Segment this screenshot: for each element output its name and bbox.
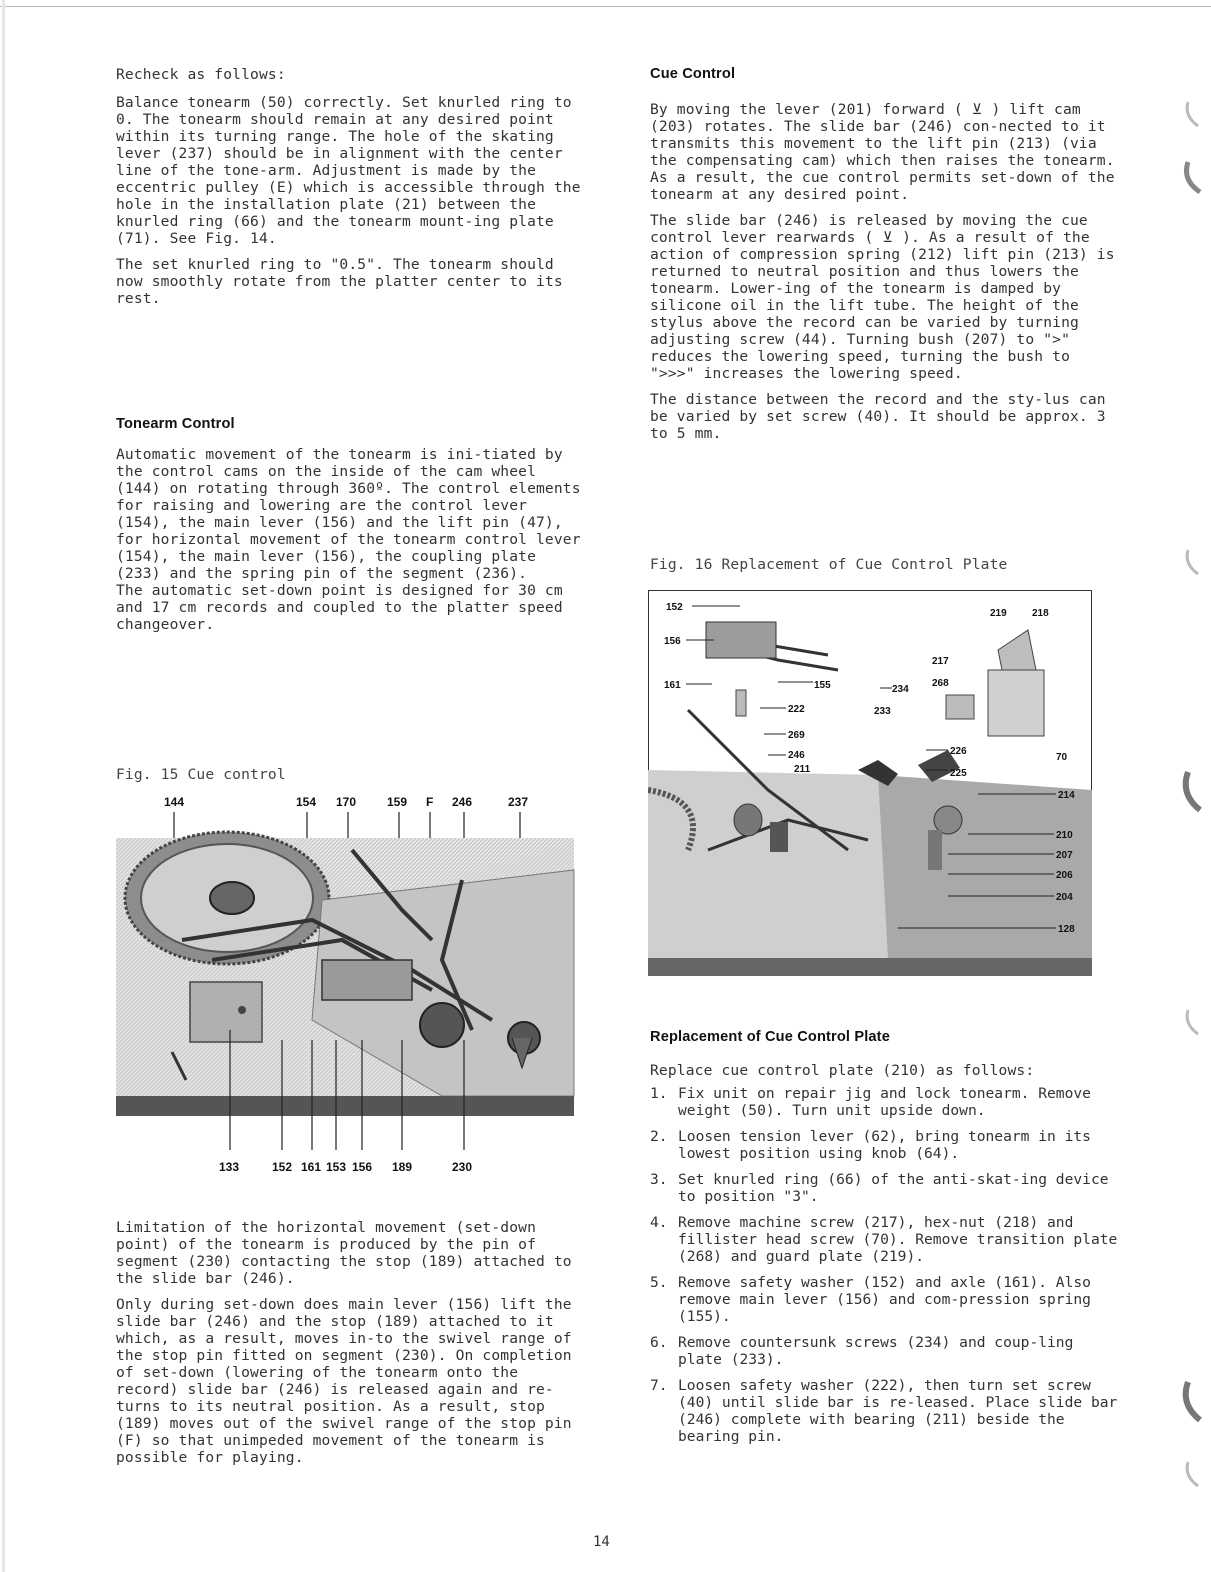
fig16-base-strip xyxy=(648,958,1092,976)
step-item: 3. Set knurled ring (66) of the anti-skat-ing device to position "3". xyxy=(650,1171,1109,1205)
fig15-label-159: 159 xyxy=(387,795,408,809)
limitation-paragraph-2: Only during set-down does main lever (156) lift the slide bar (246) and the stop (189) attached to it which, as a result, moves in-to the swivel range of the stop pin fitted on segment (230). On completion of set-down (lowering of the tonearm onto the record) slide bar (246) is released again and re-turns to its neutral position. As a result, stop (189) moves out of the swivel range of the stop pin (F) so that unimpeded movement of the tonearm is possible for playing. xyxy=(116,1296,572,1466)
fig16-label-204: 204 xyxy=(1056,892,1073,903)
fig16-label-219: 219 xyxy=(990,608,1007,619)
binder-hole-mark xyxy=(1180,548,1204,578)
cue-section xyxy=(650,66,1120,451)
fig16-label-234: 234 xyxy=(892,684,909,695)
top-rule xyxy=(0,6,1211,7)
page-edge xyxy=(2,0,5,1572)
fig16-label-217: 217 xyxy=(932,656,949,667)
recheck-heading: Recheck as follows: xyxy=(116,66,286,83)
fig15-label-161: 161 xyxy=(301,1160,322,1174)
fig16-label-233: 233 xyxy=(874,706,891,717)
fig16-label-155: 155 xyxy=(814,680,831,691)
limitation-paragraph-1: Limitation of the horizontal movement (set-down point) of the tonearm is produced by the pin of segment (230) contacting the stop (189) attached to the slide bar (246). xyxy=(116,1219,572,1287)
fig16-label-268: 268 xyxy=(932,678,949,689)
step-item: 4. Remove machine screw (217), hex-nut (218) and fillister head screw (70). Remove transition plate (268) and guard plate (219). xyxy=(650,1214,1118,1265)
fig15-label-144: 144 xyxy=(164,795,185,809)
cue-paragraph-3: The distance between the record and the sty-lus can be varied by set screw (40). It should be approx. 3 to 5 mm. xyxy=(650,391,1106,442)
replacement-heading: Replacement of Cue Control Plate xyxy=(650,1029,890,1045)
cue-paragraph-2: The slide bar (246) is released by moving the cue control lever rearwards ( ⊻ ). As a result of the action of compression spring (212) lift pin (213) is returned to neutral position and thus lowers the tonearm. Lower-ing of the tonearm is damped by silicone oil in the lift tube. The height of the stylus above the record can be varied by turning adjusting screw (44). Turning bush (207) to ">" reduces the lowering speed, turning the bush to ">>>" increases the lowering speed. xyxy=(650,212,1115,382)
fig15-caption: Fig. 15 Cue control xyxy=(116,766,286,783)
fig15-label-156: 156 xyxy=(352,1160,373,1174)
fig16-label-214: 214 xyxy=(1058,790,1075,801)
fig15-label-237: 237 xyxy=(508,795,529,809)
fig16-guard-plate xyxy=(988,670,1044,736)
fig16-label-156: 156 xyxy=(664,636,681,647)
replacement-intro: Replace cue control plate (210) as follows: xyxy=(650,1062,1035,1079)
binder-hole-mark xyxy=(1180,770,1204,814)
fig16-label-206: 206 xyxy=(1056,870,1073,881)
fig15-label-170: 170 xyxy=(336,795,357,809)
cue-paragraph-1b: As a result, the cue control permits set-down of the tonearm at any desired point. xyxy=(650,169,1115,203)
fig16-label-152: 152 xyxy=(666,602,683,613)
fig16-caption: Fig. 16 Replacement of Cue Control Plate xyxy=(650,556,1008,573)
recheck-paragraph-1: Balance tonearm (50) correctly. Set knurled ring to 0. The tonearm should remain at any desired point within its turning range. The hole of the skating lever (237) should be in alignment with the center line of the tone-arm. Adjustment is made by the eccentric pulley (E) which is accessible through the hole in the installation plate (21) between the knurled ring (66) and the tonearm mount-ing plate (71). See Fig. 14. xyxy=(116,94,581,247)
step-item: 7. Loosen safety washer (222), then turn set screw (40) until slide bar is re-leased. Place slide bar (246) complete with bearing (211) beside the bearing pin. xyxy=(650,1377,1118,1445)
fig16-label-207: 207 xyxy=(1056,850,1073,861)
left-column xyxy=(116,66,586,316)
fig16-label-211: 211 xyxy=(794,764,811,775)
fig16-svg xyxy=(648,590,1092,976)
fig16-label-246: 246 xyxy=(788,750,805,761)
binder-hole-mark xyxy=(1180,1380,1204,1424)
step-item: 5. Remove safety washer (152) and axle (161). Also remove main lever (156) and com-pression spring (155). xyxy=(650,1274,1091,1325)
recheck-paragraph-2: The set knurled ring to "0.5". The tonearm should now smoothly rotate from the platter center to its rest. xyxy=(116,256,563,307)
fig16-label-218: 218 xyxy=(1032,608,1049,619)
limitation-section xyxy=(116,1219,586,1475)
tonearm-paragraph-1: Automatic movement of the tonearm is ini-tiated by the control cams on the inside of the cam wheel (144) on rotating through 360º. The control elements for raising and lowering are the control lever (154), the main lever (156) and the lift pin (47), for horizontal movement of the tonearm control lever (154), the main lever (156), the coupling plate (233) and the spring pin of the segment (236). xyxy=(116,446,581,582)
fig16-label-226: 226 xyxy=(950,746,967,757)
fig16-label-70: 70 xyxy=(1056,752,1068,763)
fig16-label-128: 128 xyxy=(1058,924,1075,935)
tonearm-heading: Tonearm Control xyxy=(116,416,235,432)
tonearm-section xyxy=(116,416,586,642)
fig15-figure xyxy=(112,790,584,1194)
step-item: 6. Remove countersunk screws (234) and coup-ling plate (233). xyxy=(650,1334,1074,1368)
binder-hole-mark xyxy=(1180,1008,1204,1038)
step-item: 1. Fix unit on repair jig and lock tonearm. Remove weight (50). Turn unit upside down. xyxy=(650,1085,1091,1119)
fig15-block xyxy=(190,982,262,1042)
fig16-base-plate xyxy=(648,770,888,960)
binder-hole-mark xyxy=(1180,100,1204,130)
fig16-main-lever xyxy=(706,622,776,658)
replacement-section xyxy=(650,1029,1120,1454)
replacement-steps xyxy=(650,1085,1120,1445)
tonearm-paragraph-2: The automatic set-down point is designed for 30 cm and 17 cm records and coupled to the platter speed changeover. xyxy=(116,582,563,633)
fig16-label-210: 210 xyxy=(1056,830,1073,841)
fig15-svg xyxy=(112,790,584,1190)
fig15-label-152: 152 xyxy=(272,1160,293,1174)
binder-hole-mark xyxy=(1180,160,1204,196)
fig16-label-161: 161 xyxy=(664,680,681,691)
fig15-label-f: F xyxy=(426,795,434,809)
page-number: 14 xyxy=(593,1534,610,1550)
fig15-label-230: 230 xyxy=(452,1160,473,1174)
fig15-label-153: 153 xyxy=(326,1160,347,1174)
fig16-label-222: 222 xyxy=(788,704,805,715)
cue-heading: Cue Control xyxy=(650,66,736,82)
fig15-base xyxy=(116,1096,574,1116)
binder-hole-mark xyxy=(1180,1460,1204,1490)
step-item: 2. Loosen tension lever (62), bring tonearm in its lowest position using knob (64). xyxy=(650,1128,1091,1162)
fig16-label-225: 225 xyxy=(950,768,967,779)
fig15-label-189: 189 xyxy=(392,1160,413,1174)
fig15-label-246: 246 xyxy=(452,795,473,809)
fig15-label-133: 133 xyxy=(219,1160,240,1174)
fig16-figure xyxy=(648,590,1092,980)
fig16-label-269: 269 xyxy=(788,730,805,741)
fig15-label-154: 154 xyxy=(296,795,317,809)
cue-paragraph-1a: By moving the lever (201) forward ( ⊻ ) lift cam (203) rotates. The slide bar (246) con-nected to it transmits this movement to the lift pin (213) (via the compensating cam) which then raises the tonearm. xyxy=(650,101,1115,169)
